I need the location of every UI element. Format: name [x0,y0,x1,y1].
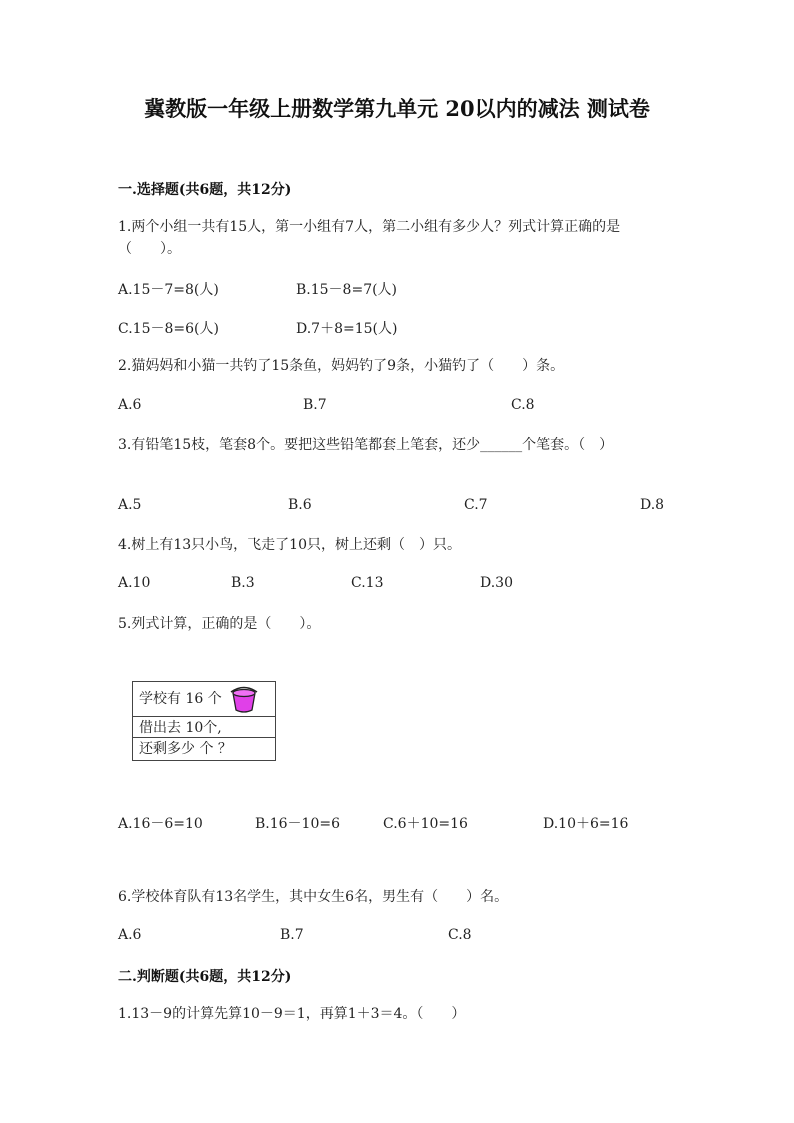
judgment-1-text: 1.13－9的计算先算10－9＝1，再算1＋3＝4。（ ） [118,1006,466,1022]
q3-option-d: D.8 [640,497,665,513]
q6-option-b: B.7 [280,927,304,943]
question-2-text: 2.猫妈妈和小猫一共钓了15条鱼，妈妈钓了9条，小猫钓了（ ）条。 [118,358,565,374]
question-5-text: 5.列式计算，正确的是（ ）。 [118,616,321,632]
word-problem-table [132,681,276,761]
q5-option-b: B.16－10=6 [255,816,341,832]
q2-option-c: C.8 [511,397,535,413]
q4-option-c: C.13 [351,575,384,591]
q3-option-c: C.7 [464,497,488,513]
table-row [133,682,275,717]
question-3-text: 3.有铅笔15枝，笔套8个。要把这些铅笔都套上笔套，还少______个笔套。（ ） [118,437,614,453]
q6-option-c: C.8 [448,927,472,943]
q5-option-c: C.6＋10=16 [383,816,468,832]
bucket-icon [229,685,259,713]
q6-option-a: A.6 [118,927,142,943]
q4-option-a: A.10 [118,575,151,591]
q2-option-b: B.7 [303,397,327,413]
q3-option-b: B.6 [288,497,312,513]
q5-option-a: A.16－6=10 [118,816,203,832]
page-title: 冀教版一年级上册数学第九单元 20以内的减法 测试卷 [144,96,650,121]
question-4-text: 4.树上有13只小鸟，飞走了10只，树上还剩（ ）只。 [118,537,461,553]
question-6-text: 6.学校体育队有13名学生，其中女生6名，男生有（ ）名。 [118,889,509,905]
q4-option-b: B.3 [231,575,255,591]
q1-option-b: B.15－8=7(人) [296,282,398,298]
q2-option-a: A.6 [118,397,142,413]
section-heading-choice: 一.选择题(共6题，共12分) [118,182,292,198]
q1-option-c: C.15－8=6(人) [118,321,219,337]
table-row: 还剩多少 个 ？ [139,741,232,757]
q4-option-d: D.30 [480,575,513,591]
table-row: 借出去 10个, [133,718,275,738]
q1-option-a: A.15－7=8(人) [118,282,219,298]
q3-option-a: A.5 [118,497,142,513]
section-heading-judgment: 二.判断题(共6题，共12分) [118,969,292,985]
table-row-text: 学校有 16 个 [139,691,222,707]
q1-option-d: D.7＋8=15(人) [296,321,398,337]
q5-option-d: D.10＋6=16 [543,816,629,832]
question-1-text: 1.两个小组一共有15人，第一小组有7人，第二小组有多少人？列式计算正确的是（ ）。 [118,219,621,257]
